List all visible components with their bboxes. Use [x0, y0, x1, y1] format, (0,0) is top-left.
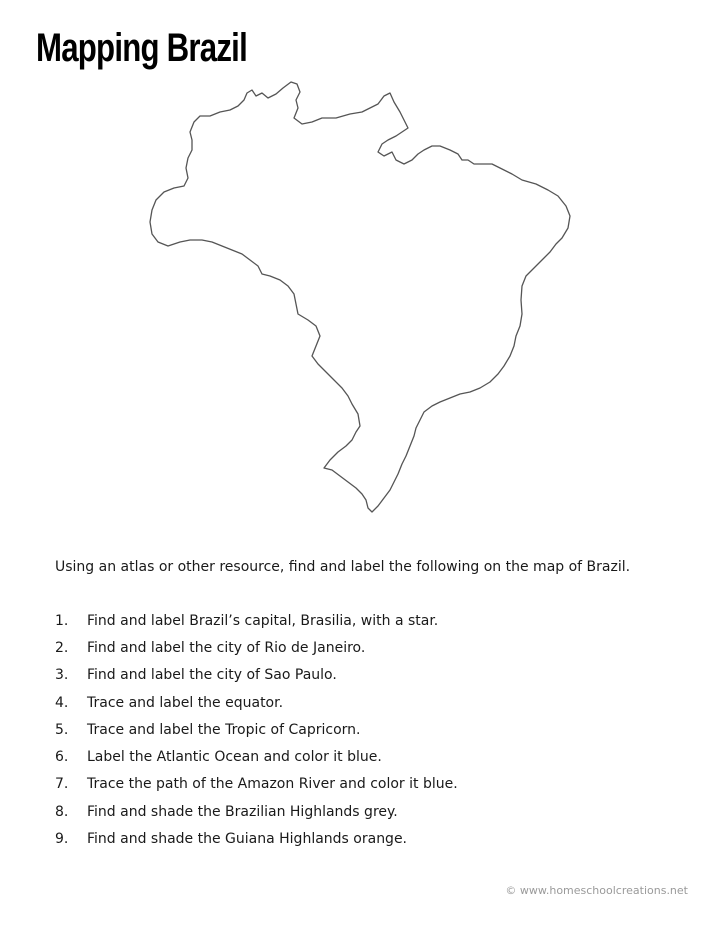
- task-number: 9.: [55, 831, 69, 848]
- task-number: 3.: [55, 667, 69, 684]
- task-text: Find and shade the Guiana Highlands orange.: [87, 831, 408, 848]
- task-list-item: [55, 798, 458, 825]
- brazil-border: [150, 82, 570, 512]
- task-list-item: [55, 825, 458, 852]
- task-text: Find and label Brazil’s capital, Brasilia, with a star.: [87, 612, 439, 629]
- task-text: Find and shade the Brazilian Highlands grey.: [87, 803, 398, 820]
- task-list-item: [55, 771, 458, 798]
- task-number: 7.: [55, 776, 69, 793]
- task-number: 6.: [55, 749, 69, 766]
- page-title: Mapping Brazil: [36, 26, 247, 70]
- task-number: 8.: [55, 803, 69, 820]
- task-list-item: [55, 689, 458, 716]
- task-text: Find and label the city of Sao Paulo.: [87, 667, 337, 684]
- task-text: Trace and label the equator.: [87, 694, 284, 711]
- task-list: [55, 607, 458, 853]
- task-number: 4.: [55, 694, 69, 711]
- task-text: Label the Atlantic Ocean and color it blue.: [87, 749, 382, 766]
- task-text: Find and label the city of Rio de Janeiro.: [87, 639, 366, 656]
- copyright-footer: © www.homeschoolcreations.net: [505, 884, 688, 897]
- task-text: Trace the path of the Amazon River and color it blue.: [87, 776, 458, 793]
- brazil-outline-map: [140, 72, 580, 522]
- task-list-item: [55, 634, 458, 661]
- task-list-item: [55, 662, 458, 689]
- task-number: 1.: [55, 612, 69, 629]
- task-text: Trace and label the Tropic of Capricorn.: [87, 721, 361, 738]
- task-list-item: [55, 743, 458, 770]
- task-list-item: [55, 716, 458, 743]
- task-number: 2.: [55, 639, 69, 656]
- task-list-item: [55, 607, 458, 634]
- task-number: 5.: [55, 721, 69, 738]
- instructions-intro: Using an atlas or other resource, find and label the following on the map of Brazil.: [55, 559, 631, 575]
